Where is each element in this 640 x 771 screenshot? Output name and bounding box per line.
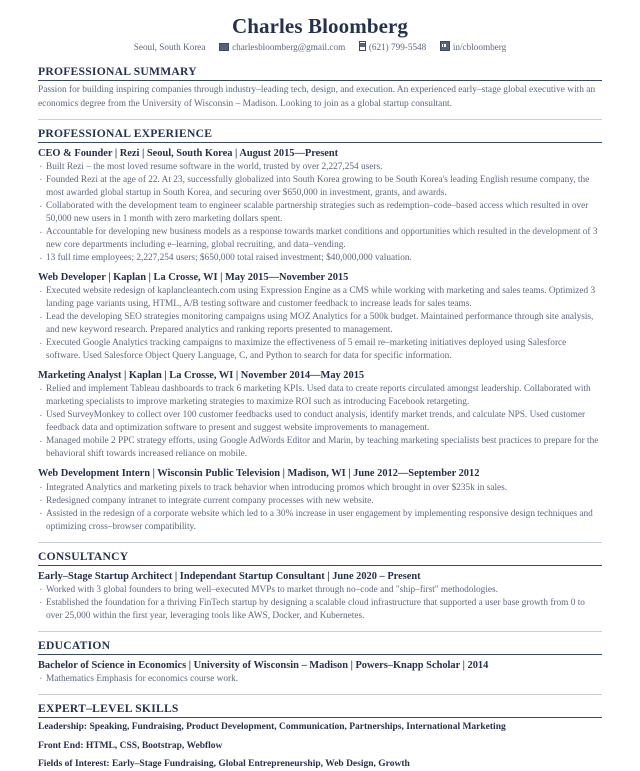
list-item: · Assisted in the redesign of a corporate website which led to a 30% increase in user engagement by implementing responsive design techniques and optimizing cross–browser compatibility. <box>38 508 602 534</box>
consultancy-entry-bullets <box>38 584 602 623</box>
section-education <box>38 639 602 686</box>
section-title-expert-level-skills: EXPERT–LEVEL SKILLS <box>38 702 602 718</box>
experience-entry <box>38 466 602 533</box>
contact-linkedin-label: in/cbloomberg <box>452 42 507 53</box>
section-expert-level-skills <box>38 702 602 771</box>
professional-summary-text: Passion for building inspiring companies through industry–leading tech, design, and execution. An experienced early–stage global executive with an economics degree from the University of Wisconsin – Madison. Looking to join as a global startup consultant. <box>38 85 596 109</box>
consultancy-entry <box>38 569 602 623</box>
divider <box>38 542 602 543</box>
section-title-education: EDUCATION <box>38 639 602 655</box>
list-item: · Used SurveyMonkey to collect over 100 customer feedbacks used to conduct analysis, identify market trends, and calculate NPS. Used customer feedback data and optimization software to present and suggest website improvements to management. <box>38 409 602 435</box>
list-item: · Worked with 3 global founders to bring well–executed MVPs to market through no–code and "ship–first" methodologies. <box>38 584 602 597</box>
contact-location-label: Seoul, South Korea <box>133 42 206 53</box>
list-item: · Built Rezi – the most loved resume software in the world, trusted by over 2,227,254 users. <box>38 161 602 174</box>
list-item: · Relied and implement Tableau dashboards to track 6 marketing KPIs. Used data to create reports circulated amongst leadership. Collaborated with marketing specialists to improve marketing strategies to maximize ROI such as introducing Facebook retargeting. <box>38 383 602 409</box>
experience-entry-heading: Web Developer | Kaplan | La Crosse, WI | May 2015—November 2015 <box>38 272 349 284</box>
mail-icon <box>219 43 229 51</box>
consultancy-entry-heading: Early–Stage Startup Architect | Independant Startup Consultant | June 2020 – Present <box>38 570 421 582</box>
list-item: · Executed website redesign of kaplancleantech.com using Expression Engine as a CMS while working with marketing and sales teams. Optimized 3 landing page variants using, HTML, A/B testing software and customer feedback to increase leads for sales teams. <box>38 285 602 311</box>
skill-line-front-end: Front End: HTML, CSS, Bootstrap, Webflow <box>38 740 223 751</box>
linkedin-icon <box>440 41 450 51</box>
divider <box>38 119 602 120</box>
section-title-professional-experience: PROFESSIONAL EXPERIENCE <box>38 127 602 143</box>
contact-phone[interactable] <box>359 42 429 52</box>
contact-email-label: charlesbloomberg@gmail.com <box>232 42 346 53</box>
section-consultancy <box>38 550 602 623</box>
section-professional-experience <box>38 127 602 534</box>
experience-entry-heading: Web Development Intern | Wisconsin Public Television | Madison, WI | June 2012—September 2012 <box>38 468 480 480</box>
list-item: · Collaborated with the development team to engineer scalable partnership strategies such as redemption–code–based access which resulted in over 50,000 new users in 1 month with zero marketing dollars spent. <box>38 200 602 226</box>
contact-phone-label: (621) 799-5548 <box>368 42 427 53</box>
experience-entry-bullets <box>38 285 602 363</box>
experience-entry-heading: Marketing Analyst | Kaplan | La Crosse, WI | November 2014—May 2015 <box>38 370 365 382</box>
section-title-consultancy: CONSULTANCY <box>38 550 602 566</box>
list-item: · 13 full time employees; 2,227,254 users; $650,000 total raised investment; $40,000,000 valuation. <box>38 252 602 265</box>
contact-line <box>38 41 602 54</box>
education-entry-heading: Bachelor of Science in Economics | University of Wisconsin – Madison | Powers–Knapp Scholar | 2014 <box>38 659 489 671</box>
experience-entry-bullets <box>38 161 602 265</box>
section-professional-summary <box>38 65 602 111</box>
divider <box>38 694 602 695</box>
list-item: · Established the foundation for a thriving FinTech startup by designing a scalable cloud infrastructure that supported a user base growth from 0 to over 25,000 within the first year, leveraging tools like AWS, Docker, and Kubernetes. <box>38 597 602 623</box>
section-title-professional-summary: PROFESSIONAL SUMMARY <box>38 65 602 81</box>
divider <box>38 631 602 632</box>
list-item: · Accountable for developing new business models as a response towards market conditions and opportunities which resulted in the development of 3 new core departments including e–learning, global recruiting, and data–vending. <box>38 226 602 252</box>
experience-entry-heading: CEO & Founder | Rezi | Seoul, South Korea | August 2015—Present <box>38 147 339 159</box>
skill-line-fields-of-interest: Fields of Interest: Early–Stage Fundraising, Global Entrepreneurship, Web Design, Growth <box>38 759 410 770</box>
phone-icon <box>359 41 366 51</box>
experience-entry <box>38 270 602 363</box>
list-item: · Founded Rezi at the age of 22. At 23, successfully globalized into South Korea growing to be South Korea's leading English resume company, the most awarded global startup in South Korea, and securing over $650,000 in investment, grants, and awards. <box>38 174 602 200</box>
experience-entry <box>38 368 602 461</box>
list-item: · Managed mobile 2 PPC strategy efforts, using Google AdWords Editor and Marin, by teaching marketing specialists best practices to prepare for the behavioral shift towards increased reliance on mobile. <box>38 435 602 461</box>
experience-entry-bullets <box>38 383 602 461</box>
contact-linkedin[interactable] <box>440 42 506 52</box>
list-item: · Redesigned company intranet to integrate current company processes with new website. <box>38 495 602 508</box>
education-entry-bullets <box>38 673 602 686</box>
list-item: · Lead the developing SEO strategies monitoring campaigns using MOZ Analytics for a 500k budget. Maintained performance through site analysis, and new keyword research. Prepared analytics and ranking reports presented to management. <box>38 311 602 337</box>
page-title: Charles Bloomberg <box>231 14 409 38</box>
contact-email[interactable] <box>219 42 347 52</box>
experience-entry-bullets <box>38 482 602 534</box>
contact-location <box>134 42 208 52</box>
experience-entry <box>38 146 602 265</box>
list-item: · Mathematics Emphasis for economics course work. <box>38 673 602 686</box>
list-item: · Integrated Analytics and marketing pixels to track behavior when introducing promos which brought in over $235k in sales. <box>38 482 602 495</box>
skill-line-leadership: Leadership: Speaking, Fundraising, Product Development, Communication, Partnerships, International Marketing <box>38 721 506 732</box>
education-entry <box>38 658 602 686</box>
list-item: · Executed Google Analytics tracking campaigns to maximize the effectiveness of 5 email re–marketing initiatives deployed using Salesforce software. Used Salesforce Object Query Language, C, and Python to search for data for specific information. <box>38 337 602 363</box>
